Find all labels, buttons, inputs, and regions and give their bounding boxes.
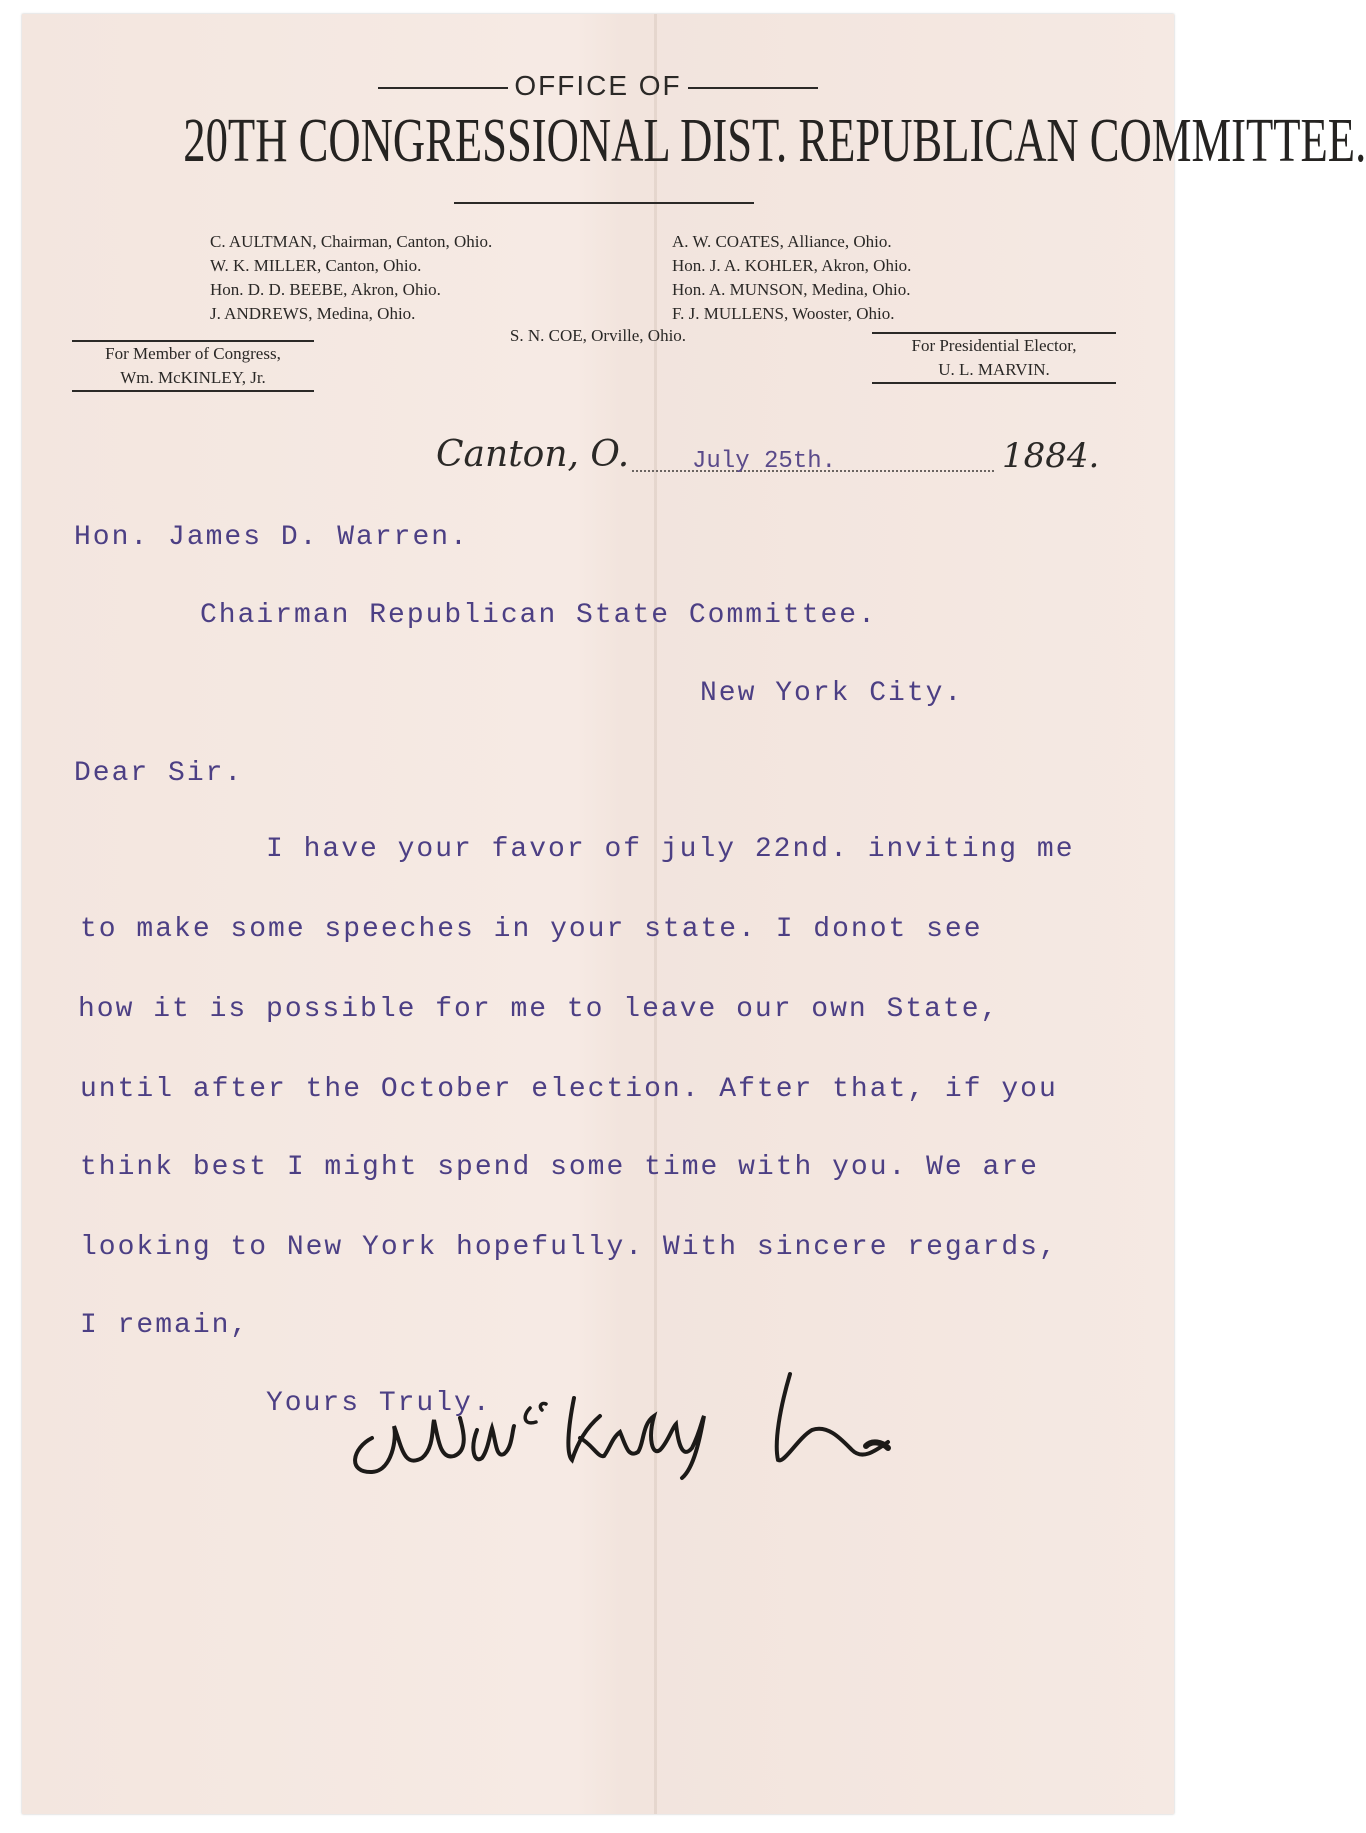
committee-member-center: S. N. COE, Orville, Ohio. <box>509 326 687 345</box>
salutation: Dear Sir. <box>74 758 244 789</box>
congress-label: For Member of Congress, <box>105 344 281 363</box>
elector-label: For Presidential Elector, <box>911 336 1077 355</box>
handwritten-signature <box>342 1368 902 1488</box>
recipient-city: New York City. <box>700 678 964 709</box>
office-of-text: OFFICE OF <box>514 70 682 101</box>
recipient-name: Hon. James D. Warren. <box>74 522 469 553</box>
dateline-place: Canton, O. <box>436 434 630 475</box>
recipient-title: Chairman Republican State Committee. <box>200 600 877 631</box>
body-line: I have your favor of july 22nd. inviting me <box>266 834 1075 865</box>
body-line: how it is possible for me to leave our own State, <box>78 994 1000 1025</box>
committee-member: J. ANDREWS, Medina, Ohio. <box>210 304 416 323</box>
heading-rule-right <box>688 87 818 89</box>
congress-name: Wm. McKINLEY, Jr. <box>120 368 266 387</box>
committee-member: Hon. J. A. KOHLER, Akron, Ohio. <box>672 256 912 275</box>
committee-member: Hon. D. D. BEEBE, Akron, Ohio. <box>210 280 441 299</box>
committee-member: C. AULTMAN, Chairman, Canton, Ohio. <box>210 232 493 251</box>
body-line: looking to New York hopefully. With sincere regards, <box>80 1232 1058 1263</box>
title-underline <box>454 202 754 204</box>
committee-member: A. W. COATES, Alliance, Ohio. <box>672 232 892 251</box>
committee-list-right <box>672 230 911 326</box>
congress-candidate-box <box>72 340 314 392</box>
box-rule-bottom <box>72 390 314 392</box>
committee-member: W. K. MILLER, Canton, Ohio. <box>210 256 422 275</box>
body-line: think best I might spend some time with you. We are <box>80 1152 1039 1183</box>
dateline <box>422 434 1142 484</box>
closing: Yours Truly. <box>266 1388 492 1419</box>
body-line: I remain, <box>80 1310 250 1341</box>
committee-title: 20TH CONGRESSIONAL DIST. REPUBLICAN COMMITTEE. <box>183 107 1366 175</box>
office-of-heading <box>22 70 1174 102</box>
dateline-date: July 25th. <box>692 448 837 475</box>
committee-member: F. J. MULLENS, Wooster, Ohio. <box>672 304 895 323</box>
box-rule-bottom <box>872 382 1116 384</box>
elector-name: U. L. MARVIN. <box>938 360 1050 379</box>
heading-rule-left <box>378 87 508 89</box>
letter-sheet <box>22 14 1366 1814</box>
elector-candidate-box <box>872 332 1116 384</box>
committee-member: Hon. A. MUNSON, Medina, Ohio. <box>672 280 911 299</box>
committee-list-left <box>210 230 492 326</box>
body-line: to make some speeches in your state. I donot see <box>80 914 983 945</box>
body-line: until after the October election. After that, if you <box>80 1074 1058 1105</box>
dateline-year: 1884. <box>1002 436 1100 476</box>
